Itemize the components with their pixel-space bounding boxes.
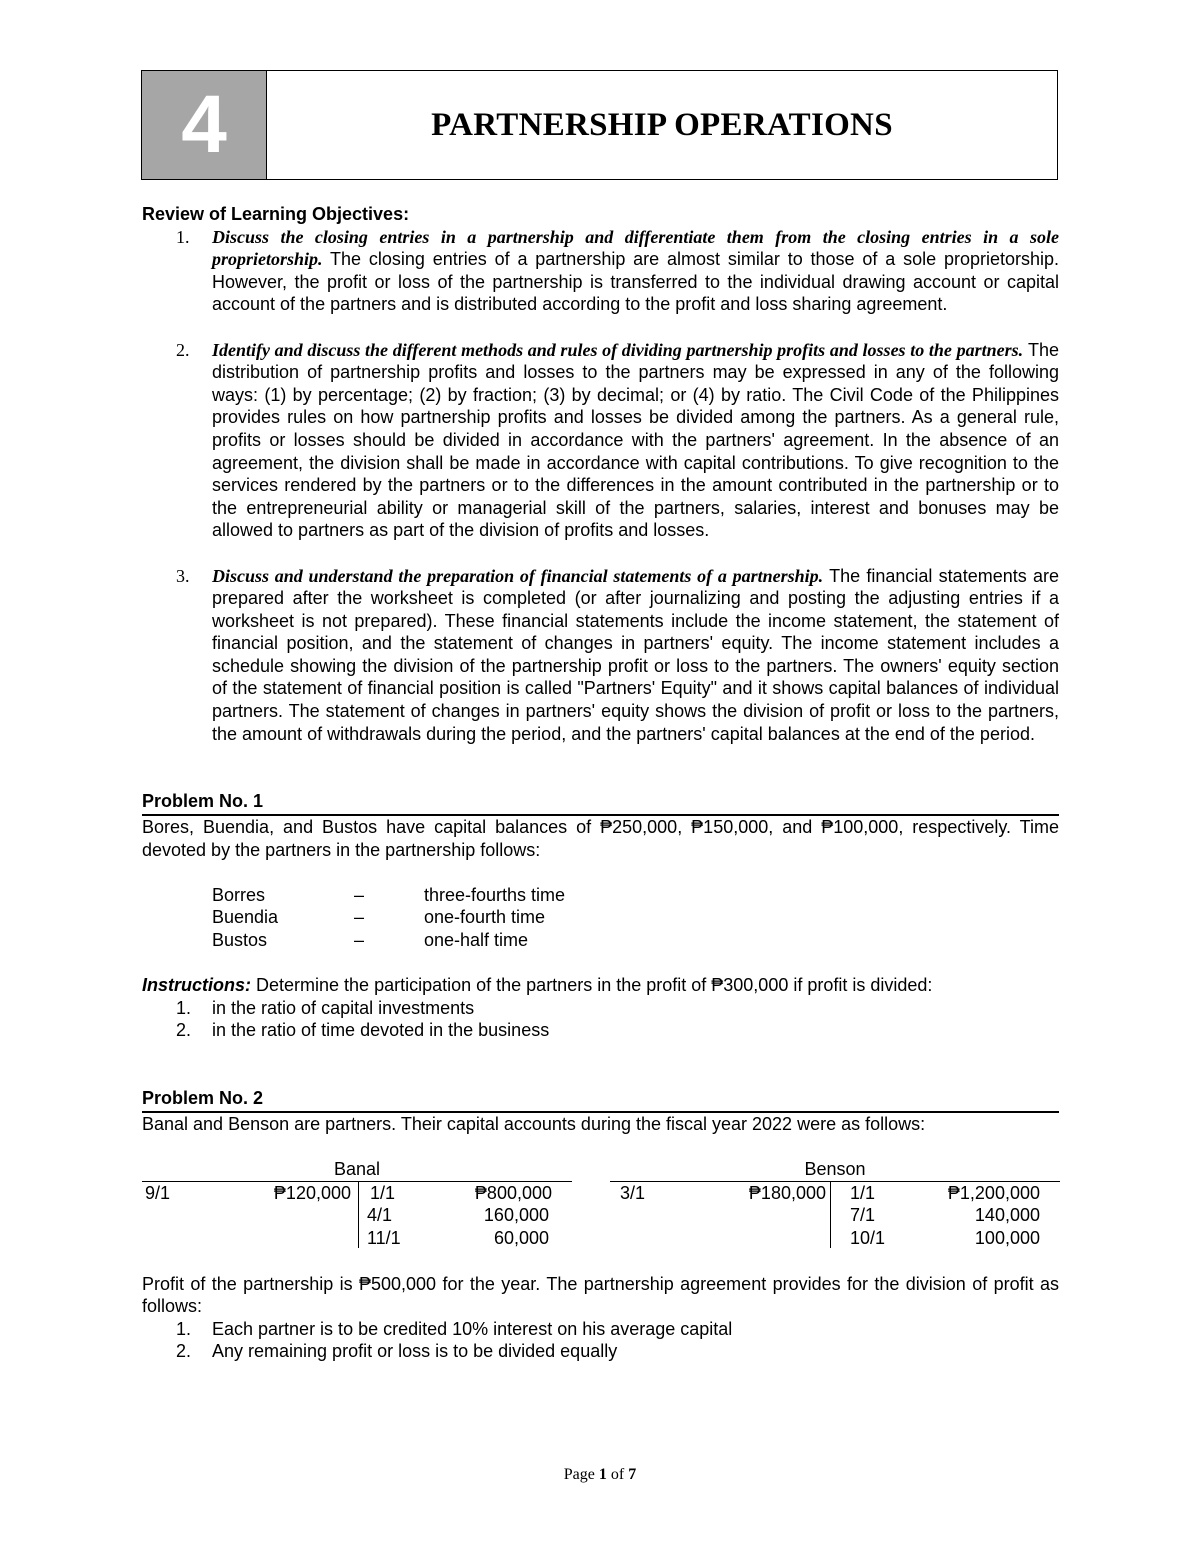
credit-amount: ₱800,000	[474, 1182, 552, 1203]
objective-text	[212, 226, 1059, 316]
table-row	[212, 929, 565, 952]
table-row	[212, 906, 565, 929]
time-devoted: one-fourth time	[424, 907, 546, 928]
list-number: 1.	[176, 1318, 192, 1339]
page-footer	[0, 1464, 1200, 1487]
instructions-text: Determine the participation of the partners in the profit of ₱300,000 if profit is divided:	[251, 975, 933, 996]
problem-1-intro: Bores, Buendia, and Bustos have capital balances of ₱250,000, ₱150,000, and ₱100,000, respectively. Time devoted by the partners in the partnership follows:	[142, 817, 1059, 860]
list-number: 2.	[176, 1020, 192, 1041]
credit-amount: 140,000	[974, 1205, 1040, 1226]
table-row	[142, 1204, 572, 1227]
problem-2-intro: Banal and Benson are partners. Their capital accounts during the fiscal year 2022 were as follows:	[142, 1113, 926, 1134]
debit-amount: ₱180,000	[748, 1182, 826, 1203]
account-grid	[142, 1181, 572, 1250]
objective-body: The financial statements are prepared after the worksheet is completed (or after journalizing and posting the adjusting entries if a worksheet is not prepared). These financial statements include the income statement, the statement of financial position, and the statement of changes in partners' equity. The income statement includes a schedule showing the division of the partnership profit or loss to the partners. The owners' equity section of the statement of financial position is called "Partners' Equity" and it shows capital balances of individual partners. The statement of changes in partners' equity shows the division of profit or loss to the partners, the amount of withdrawals during the period, and the partners' capital balances at the end of the period.	[212, 565, 1059, 744]
objective-title: Discuss the closing entries in a partnership and differentiate them from the closing entries in a sole proprietorship.	[212, 226, 1059, 270]
list-item	[142, 997, 1059, 1020]
objective-1	[142, 226, 1059, 316]
table-row	[212, 884, 565, 907]
problem-1-heading: Problem No. 1	[142, 790, 1059, 816]
account-name: Banal	[333, 1158, 381, 1179]
dash: –	[354, 907, 365, 928]
table-row	[142, 1227, 572, 1250]
table-row	[610, 1204, 1060, 1227]
table-row	[610, 1227, 1060, 1250]
problem-2-list	[142, 1318, 1059, 1363]
dash: –	[354, 930, 365, 950]
chapter-header	[141, 70, 1058, 180]
objective-body: The distribution of partnership profits and losses to the partners may be expressed in any of the following ways: (1) by percentage; (2) by fraction; (3) by decimal; or (4) by ratio. The Civil Code of the Philippines provides rules on how partnership profits and losses be divided among the partners. As a general rule, profits or losses should be divided in accordance with the partners' agreement. In the absence of an agreement, the division shall be made in accordance with capital contributions. To give recognition to the services rendered by the partners or to the differences in the amount contributed in the partnership or to the entrepreneurial ability or managerial skill of the partners, salaries, interest and bonuses may be allowed to partners as part of the division of profits and losses.	[212, 339, 1059, 541]
time-devoted: one-half time	[424, 930, 529, 950]
chapter-title: PARTNERSHIP OPERATIONS	[431, 106, 893, 143]
instructions-label: Instructions:	[142, 975, 252, 996]
account-name: Benson	[804, 1158, 866, 1179]
credit-date: 7/1	[850, 1205, 876, 1226]
table-row	[142, 1182, 572, 1205]
credit-amount: ₱1,200,000	[947, 1182, 1040, 1203]
objective-3	[142, 565, 1059, 746]
debit-amount: ₱120,000	[273, 1182, 351, 1203]
list-item	[142, 1318, 1059, 1341]
account-grid	[610, 1181, 1060, 1250]
list-number: 2.	[176, 1341, 192, 1362]
credit-date: 11/1	[367, 1227, 401, 1248]
credit-amount: 100,000	[974, 1227, 1040, 1248]
list-text: in the ratio of time devoted in the business	[212, 1020, 550, 1041]
problem-2-profit-text: Profit of the partnership is ₱500,000 for the year. The partnership agreement provides for the division of profit as follows:	[142, 1273, 1059, 1317]
objective-2	[142, 339, 1059, 542]
partner-name: Bustos	[212, 930, 268, 950]
credit-date: 1/1	[370, 1182, 396, 1203]
list-number: 1.	[176, 997, 192, 1018]
credit-date: 4/1	[367, 1205, 393, 1226]
time-devoted-table	[212, 884, 565, 952]
credit-date: 10/1	[850, 1227, 886, 1248]
objective-body: The closing entries of a partnership are almost similar to those of a sole proprietorship. However, the profit or loss of the partnership is transferred to the individual drawing account or capital account of the partners and is distributed according to the profit and loss sharing agreement.	[212, 249, 1059, 315]
debit-date: 9/1	[145, 1182, 171, 1203]
partner-name: Buendia	[212, 907, 279, 928]
t-account-divider	[358, 1182, 359, 1248]
objective-text	[212, 565, 1059, 746]
learning-objectives-heading: Review of Learning Objectives:	[142, 204, 410, 224]
problem-1-list	[142, 997, 1059, 1042]
page-content	[142, 203, 1059, 1363]
list-text: in the ratio of capital investments	[212, 997, 475, 1018]
t-account-banal	[142, 1158, 572, 1249]
page-label: Page	[563, 1466, 599, 1483]
list-text: Any remaining profit or loss is to be divided equally	[212, 1341, 618, 1362]
partner-name: Borres	[212, 884, 266, 905]
dash: –	[354, 884, 365, 905]
objective-text	[212, 339, 1059, 542]
t-account-benson	[610, 1158, 1060, 1249]
time-devoted: three-fourths time	[424, 884, 566, 905]
objective-number: 2.	[176, 339, 190, 360]
objective-title: Discuss and understand the preparation of financial statements of a partnership.	[212, 565, 824, 586]
objective-title: Identify and discuss the different methods and rules of dividing partnership profits and losses to the partners.	[212, 339, 1024, 360]
list-item	[142, 1019, 1059, 1042]
credit-amount: 60,000	[493, 1227, 549, 1248]
objective-number: 1.	[176, 226, 190, 247]
total-pages: 7	[628, 1466, 637, 1483]
problem-2-heading: Problem No. 2	[142, 1087, 1059, 1113]
page-number: 1	[598, 1466, 607, 1483]
list-item	[142, 1340, 1059, 1363]
t-account-divider	[830, 1182, 831, 1248]
problem-1-instructions	[142, 974, 1059, 997]
credit-date: 1/1	[850, 1182, 876, 1203]
capital-accounts	[142, 1158, 1059, 1250]
chapter-number: 4	[142, 71, 267, 179]
debit-date: 3/1	[620, 1182, 646, 1203]
list-text: Each partner is to be credited 10% interest on his average capital	[212, 1318, 733, 1339]
of-label: of	[606, 1466, 629, 1483]
table-row	[610, 1182, 1060, 1205]
credit-amount: 160,000	[483, 1205, 549, 1226]
objective-number: 3.	[176, 565, 190, 586]
